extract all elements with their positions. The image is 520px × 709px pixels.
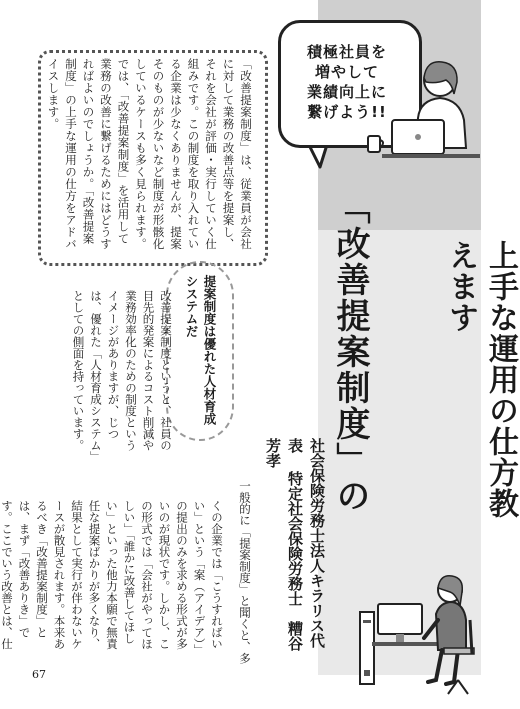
bubble-line-2: 増やして [314,63,379,81]
page-number: 67 [32,668,46,681]
author-affiliation: 社会保険労務士法人キラリス代表 [286,438,326,648]
main-title: 「改善提案制度」の [330,190,370,514]
intro-text: 「改善提案制度」は、従業員が会社に対して業務の改善点等を提案し、それを会社が評価・実行していく仕組みです。この制度を取り入れている企業は少なくありませんが、提案そのものが少ないなど制度が形骸化しているケースも多く見られます。では、「改善提案制度」を活用して業務の改善に繋げるためにはどうすればよいのでしょうか。「改善提案制度」の上手な運用の仕方をアドバイスします。 [46,58,253,250]
subheading-block [176,265,224,440]
woman-desk-illustration [358,570,484,698]
bubble-line-3: 業績向上に [306,83,387,101]
bubble-line-4: 繋げよう!! [307,103,387,121]
woman-laptop-illustration [362,58,480,176]
subheading: 提案制度は優れた人材育成システムだ [184,275,217,425]
author-credit [262,438,328,658]
bubble-line-1: 積極社員を [306,43,387,61]
body-text-continuation: 一般的に「提案制度」と聞くと、多 [238,480,252,664]
body-text-upper: 改善提案制度というと、社員の目先的発案によるコスト削減や業務効率化のための制度というイメージがありますが、じつは、優れた「人材育成システム」としての側面を持っています。 [71,290,173,457]
author-name: 特定社会保険労務士 糟谷芳孝 [264,438,304,651]
body-text-lower: くの企業では「こうすればいい」という「案（アイデア）」の提出のみを求める形式が多いのが現状です。しかし、この形式では「会社がやってほしい」「誰かに改善してほしい」といった他力本願で無責任な提案ばかりが多くなり、結果として実行が伴わないケースが散見されます。本来あるべき「改善提案制度」とは、まず「改善ありき」です。ここでいう改善とは、仕 [0,500,224,656]
sub-title: 上手な運用の仕方教えます [443,240,518,519]
